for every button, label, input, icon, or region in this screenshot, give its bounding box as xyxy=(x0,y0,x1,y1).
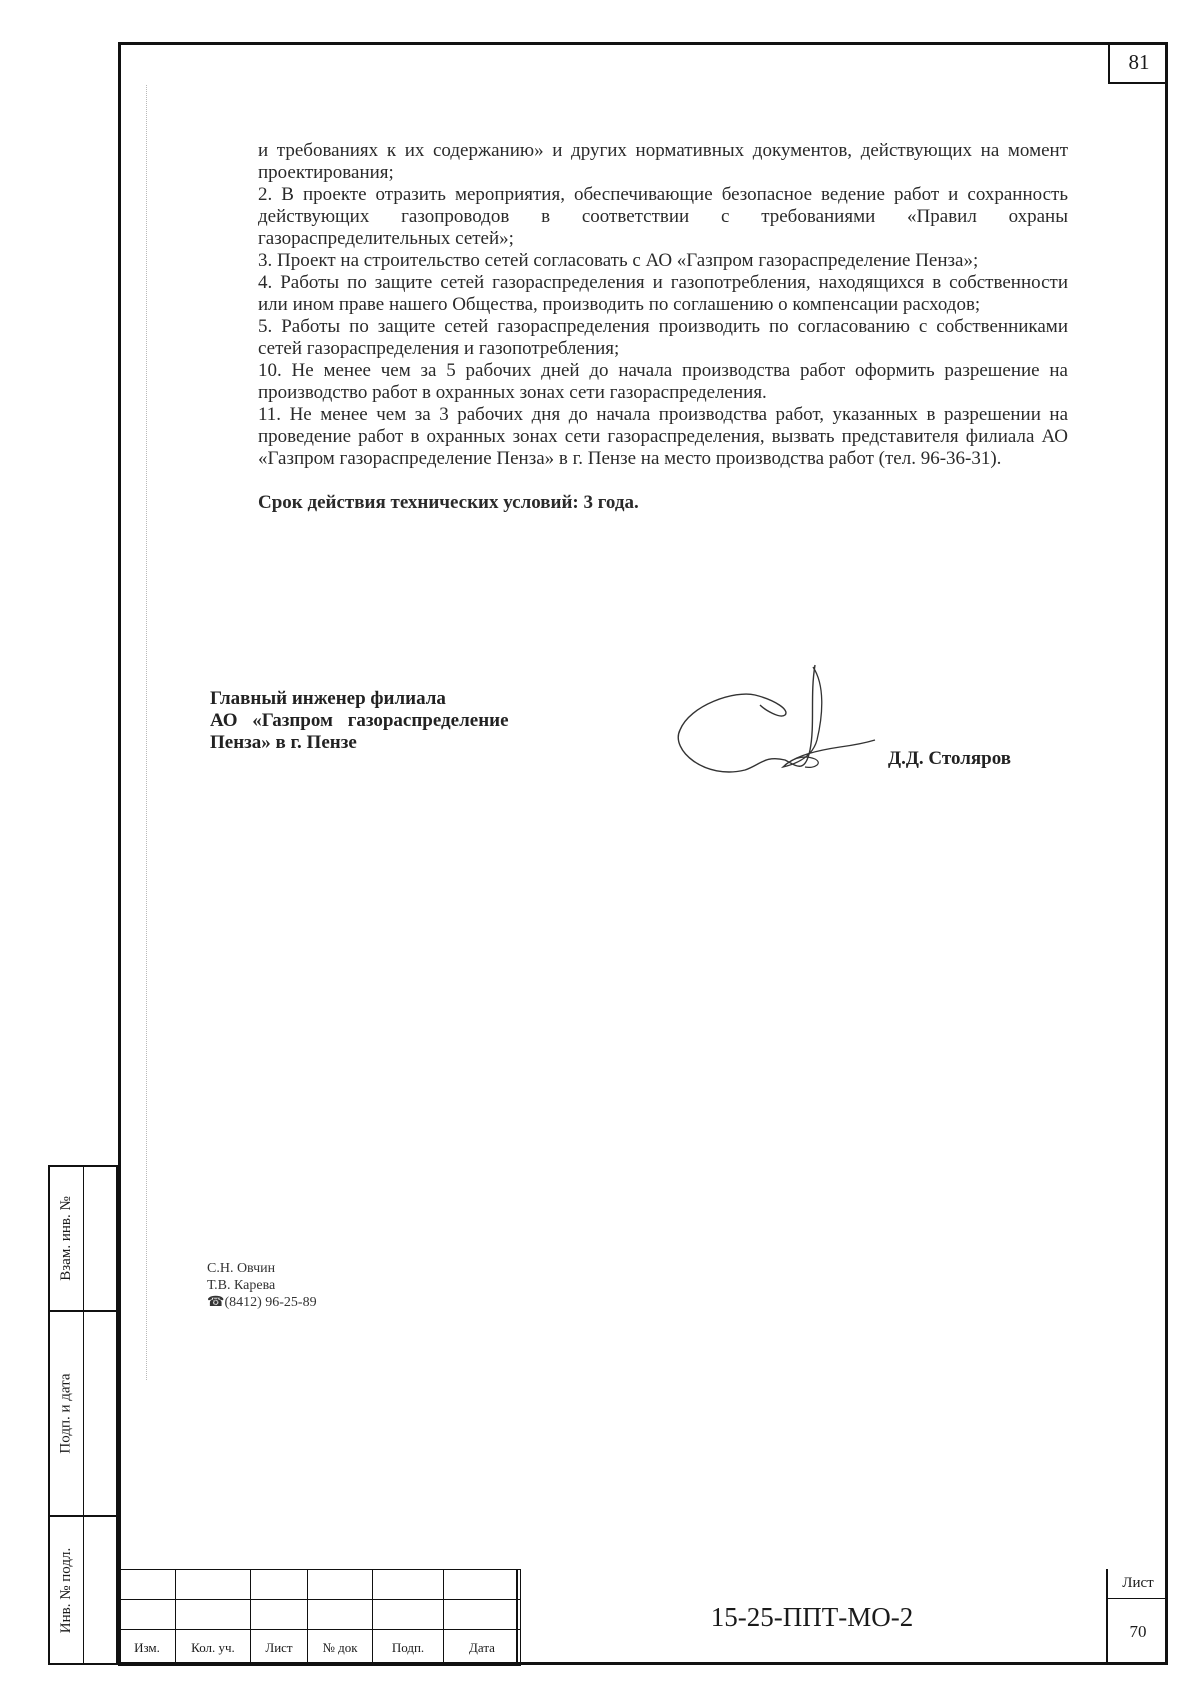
sheet-number-top: 81 xyxy=(1108,42,1168,84)
side-cell-podp xyxy=(50,1312,116,1517)
side-label-inv: Инв. № подл. xyxy=(58,1547,74,1633)
header-kol: Кол. уч. xyxy=(176,1630,251,1666)
side-stamp xyxy=(48,1165,118,1665)
signer-line: АО «Газпром газораспределение xyxy=(210,710,509,731)
side-cell-vzam xyxy=(50,1167,116,1312)
title-block xyxy=(118,1569,1168,1665)
signer-line: Главный инженер филиала xyxy=(210,688,446,709)
document-body xyxy=(258,140,1068,514)
signer-line: Пенза» в г. Пензе xyxy=(210,732,357,753)
title-block-table xyxy=(118,1569,521,1666)
paragraph: 5. Работы по защите сетей газораспределения производить по согласованию с собственниками сетей газораспределения и газопотребления; xyxy=(258,316,1068,359)
side-cell-inv xyxy=(50,1517,116,1663)
contact-phone: ☎(8412) 96-25-89 xyxy=(207,1295,317,1310)
header-podp: Подп. xyxy=(373,1630,444,1666)
contact-person: Т.В. Карева xyxy=(207,1278,276,1293)
contacts-block xyxy=(207,1260,317,1311)
side-label-vzam: Взам. инв. № xyxy=(58,1196,74,1281)
validity-term: Срок действия технических условий: 3 года. xyxy=(258,492,639,513)
signer-name: Д.Д. Столяров xyxy=(888,748,1011,769)
sheet-label: Лист xyxy=(1108,1569,1168,1599)
paragraph: 11. Не менее чем за 3 рабочих дня до начала производства работ, указанных в разрешении на проведение работ в охранных зонах сети газораспределения, вызвать представителя филиала АО «Газпром газораспределение Пенза» в г. Пензе на место производства работ (тел. 96-36-31). xyxy=(258,404,1068,469)
side-label-podp: Подп. и дата xyxy=(58,1373,75,1454)
header-data: Дата xyxy=(444,1630,521,1666)
document-code: 15-25-ППТ-МО-2 xyxy=(516,1569,1108,1665)
header-izm: Изм. xyxy=(119,1630,176,1666)
paragraph: 4. Работы по защите сетей газораспределения и газопотребления, находящихся в собственности или ином праве нашего Общества, производить по соглашению о компенсации расходов; xyxy=(258,272,1068,315)
paragraph: и требованиях к их содержанию» и других нормативных документов, действующих на момент проектирования; xyxy=(258,140,1068,183)
paragraph: 3. Проект на строительство сетей согласовать с АО «Газпром газораспределение Пенза»; xyxy=(258,250,979,271)
paragraph: 2. В проекте отразить мероприятия, обеспечивающие безопасное ведение работ и сохранность действующих газопроводов в соответствии с требованиями «Правил охраны газораспределительных сетей»; xyxy=(258,184,1068,249)
paragraph: 10. Не менее чем за 5 рабочих дней до начала производства работ оформить разрешение на производство работ в охранных зонах сети газораспределения. xyxy=(258,360,1068,403)
header-doc: № док xyxy=(308,1630,373,1666)
header-list: Лист xyxy=(251,1630,308,1666)
contact-person: С.Н. Овчин xyxy=(207,1261,276,1276)
dotted-margin-line xyxy=(146,85,147,1380)
signer-title xyxy=(210,688,610,754)
handwritten-signature xyxy=(665,655,895,805)
sheet-value: 70 xyxy=(1129,1622,1147,1641)
